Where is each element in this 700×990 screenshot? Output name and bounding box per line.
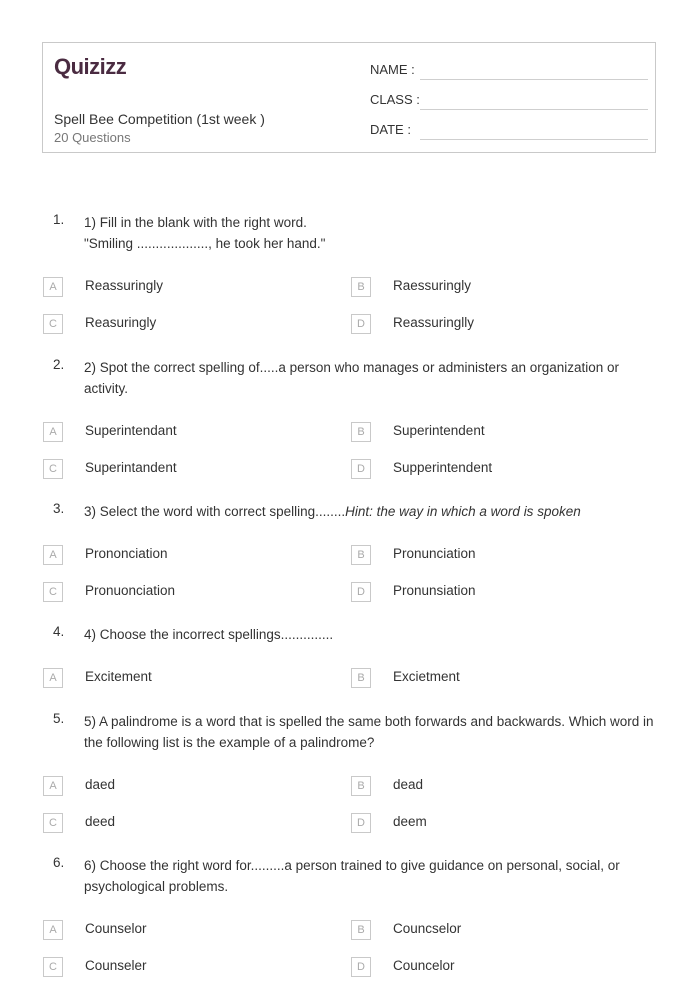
question-text: 2) Spot the correct spelling of.....a person who manages or administers an organization or activity. bbox=[84, 360, 620, 396]
option-text: Reassuringlly bbox=[393, 315, 475, 330]
question-text: 5) A palindrome is a word that is spelled the same both forwards and backwards. Which word in the following list is the example of a palindrome? bbox=[84, 714, 654, 750]
quizizz-logo: Quizizz bbox=[54, 54, 127, 79]
option-letter-box: A bbox=[43, 920, 63, 940]
worksheet-header bbox=[42, 42, 656, 153]
name-field bbox=[370, 60, 648, 80]
option-letter-box: B bbox=[351, 668, 371, 688]
question-number: 1. bbox=[53, 212, 65, 227]
option-text: Prononciation bbox=[85, 546, 168, 561]
option-letter-box: B bbox=[351, 920, 371, 940]
option-letter-box: D bbox=[351, 813, 371, 833]
option-text: Councelor bbox=[393, 958, 455, 973]
question-number: 4. bbox=[53, 624, 65, 639]
question-text-main: 3) Select the word with correct spelling........ bbox=[84, 504, 346, 519]
option-text: Pronunsiation bbox=[393, 583, 476, 598]
option-letter-box: B bbox=[351, 776, 371, 796]
question-count: 20 Questions bbox=[54, 130, 131, 145]
option-letter-box: A bbox=[43, 422, 63, 442]
option-text: dead bbox=[393, 777, 424, 792]
question-number: 5. bbox=[53, 711, 65, 726]
option-letter-box: A bbox=[43, 277, 63, 297]
question-hint: Hint: the way in which a word is spoken bbox=[345, 504, 581, 519]
option-text: Reasuringly bbox=[85, 315, 157, 330]
option-letter-box: B bbox=[351, 422, 371, 442]
question-text bbox=[84, 501, 656, 522]
option-text: Raessuringly bbox=[393, 278, 472, 293]
option-letter-box: A bbox=[43, 776, 63, 796]
option-letter-box: D bbox=[351, 582, 371, 602]
name-label: NAME : bbox=[370, 62, 415, 77]
option-text: Excitement bbox=[85, 669, 152, 684]
option-letter-box: B bbox=[351, 277, 371, 297]
option-letter-box: D bbox=[351, 314, 371, 334]
option-text: deed bbox=[85, 814, 116, 829]
option-text: Reassuringly bbox=[85, 278, 164, 293]
option-text: Superintandent bbox=[85, 460, 177, 475]
question-number: 2. bbox=[53, 357, 65, 372]
question-number: 3. bbox=[53, 501, 65, 516]
date-line bbox=[420, 139, 648, 140]
option-letter-box: C bbox=[43, 314, 63, 334]
option-letter-box: A bbox=[43, 668, 63, 688]
class-line bbox=[420, 109, 648, 110]
option-text: Councselor bbox=[393, 921, 462, 936]
option-text: Pronunciation bbox=[393, 546, 476, 561]
name-line bbox=[420, 79, 648, 80]
option-text: Superintendant bbox=[85, 423, 177, 438]
option-text: Counseler bbox=[85, 958, 147, 973]
worksheet-title: Spell Bee Competition (1st week ) bbox=[54, 111, 265, 127]
question-text: 6) Choose the right word for.........a person trained to give guidance on personal, social, or psychological problems. bbox=[84, 858, 620, 894]
option-text: Supperintendent bbox=[393, 460, 493, 475]
option-letter-box: C bbox=[43, 813, 63, 833]
option-letter-box: C bbox=[43, 582, 63, 602]
option-letter-box: D bbox=[351, 957, 371, 977]
question-text: 1) Fill in the blank with the right word. "Smiling ..................., he took her hand." bbox=[84, 215, 326, 251]
question-text: 4) Choose the incorrect spellings.............. bbox=[84, 627, 334, 642]
option-text: deem bbox=[393, 814, 427, 829]
option-text: Excietment bbox=[393, 669, 460, 684]
class-field bbox=[370, 90, 648, 110]
class-label: CLASS : bbox=[370, 92, 420, 107]
option-letter-box: C bbox=[43, 459, 63, 479]
date-label: DATE : bbox=[370, 122, 411, 137]
option-text: Superintendent bbox=[393, 423, 485, 438]
option-letter-box: D bbox=[351, 459, 371, 479]
date-field bbox=[370, 120, 648, 140]
option-letter-box: B bbox=[351, 545, 371, 565]
question-number: 6. bbox=[53, 855, 65, 870]
option-letter-box: A bbox=[43, 545, 63, 565]
option-text: daed bbox=[85, 777, 116, 792]
option-text: Counselor bbox=[85, 921, 147, 936]
option-text: Pronuonciation bbox=[85, 583, 176, 598]
option-letter-box: C bbox=[43, 957, 63, 977]
